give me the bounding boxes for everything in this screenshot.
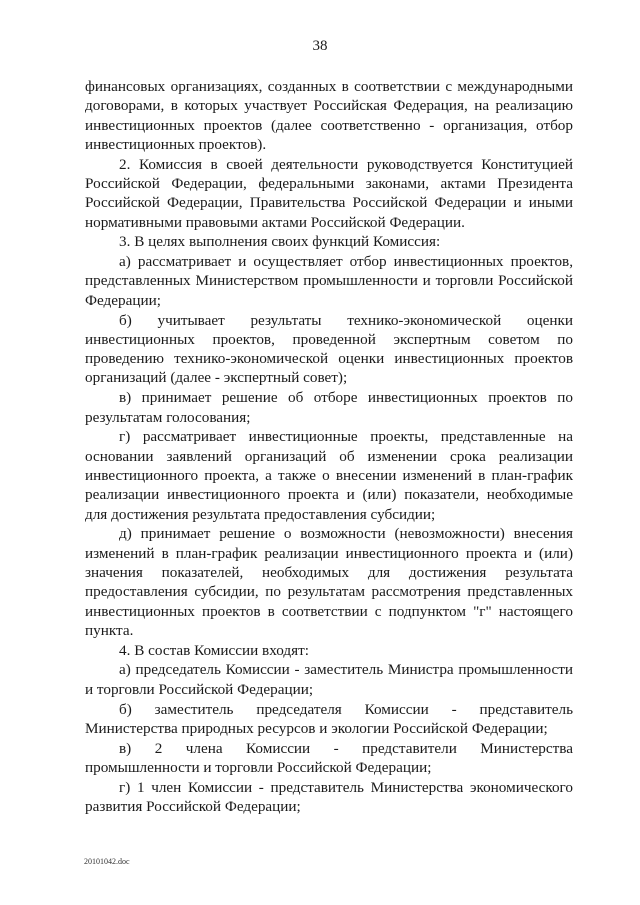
subparagraph-3d: г) рассматривает инвестиционные проекты, представленные на основании заявлений организаций об изменении срока реализации инвестиционного проекта, а также о внесении изменений в план-график реализации инвестиционного проекта и (или) показатели, необходимые для достижения результата предоставления субсидии; [85,428,573,523]
subparagraph-3e: д) принимает решение о возможности (невозможности) внесения изменений в план-график реализации инвестиционного проекта и (или) значения показателей, необходимых для достижения результата предоставления субсидии, по результатам рассмотрения представленных инвестиционных проектов в соответствии с подпунктом "г" настоящего пункта. [85,525,573,639]
paragraph-item-3: 3. В целях выполнения своих функций Комиссия: [119,233,441,251]
subparagraph-3a: а) рассматривает и осуществляет отбор инвестиционных проектов, представленных Министерством промышленности и торговли Российской Федерации; [85,253,573,309]
footer-filename: 20101042.doc [84,857,130,866]
document-body [85,77,573,816]
paragraph-item-4: 4. В состав Комиссии входят: [119,641,309,659]
page-number: 38 [312,38,328,54]
paragraph-item-2: 2. Комиссия в своей деятельности руководствуется Конституцией Российской Федерации, федеральными законами, актами Президента Российской Федерации, Правительства Российской Федерации и иными нормативными правовыми актами Российской Федерации. [85,155,573,231]
subparagraph-4a: а) председатель Комиссии - заместитель Министра промышленности и торговли Российской Федерации; [85,661,573,698]
subparagraph-4c: в) 2 члена Комиссии - представители Министерства промышленности и торговли Российской Федерации; [85,739,573,776]
subparagraph-3c: в) принимает решение об отборе инвестиционных проектов по результатам голосования; [85,389,573,426]
paragraph-continuation: финансовых организациях, созданных в соответствии с международными договорами, в которых участвует Российская Федерация, на реализацию инвестиционных проектов (далее соответственно - организация, отбор инвестиционных проектов). [85,78,573,153]
subparagraph-4d: г) 1 член Комиссии - представитель Министерства экономического развития Российской Федерации; [85,778,573,815]
subparagraph-4b: б) заместитель председателя Комиссии - представитель Министерства природных ресурсов и экологии Российской Федерации; [85,700,573,737]
subparagraph-3b: б) учитывает результаты технико-экономической оценки инвестиционных проектов, проведенной экспертным советом по проведению технико-экономической оценки инвестиционных проектов организаций (далее - экспертный совет); [85,311,573,387]
